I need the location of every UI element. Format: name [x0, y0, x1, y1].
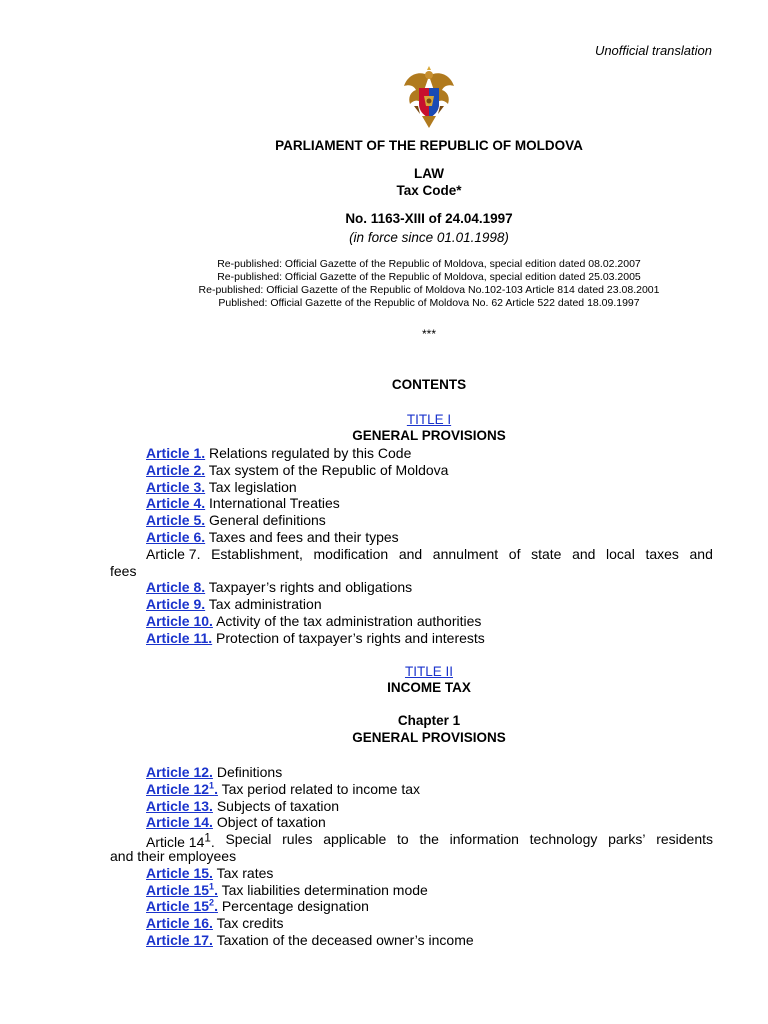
article-description: General definitions — [209, 512, 326, 529]
toc-entry — [146, 798, 339, 814]
article-link[interactable]: Article 4. — [146, 495, 206, 512]
article-description: Definitions — [216, 764, 283, 780]
article-description-word: Special — [225, 831, 272, 848]
article-description-word: and — [398, 545, 423, 562]
article-link[interactable]: Article 7. — [146, 545, 201, 562]
article-description: Activity of the tax administration authorities — [216, 613, 482, 629]
article-description-word: to — [397, 831, 409, 848]
article-description-word: annulment — [432, 545, 499, 562]
toc-entry — [146, 479, 297, 495]
article-description: Taxpayer’s rights and obligations — [208, 579, 413, 596]
toc-entry — [146, 462, 448, 478]
article-description-word: Establishment, — [211, 545, 303, 562]
article-description: Tax rates — [216, 864, 274, 881]
article-description-word: state — [531, 545, 562, 562]
article-link[interactable]: Article 9. — [146, 596, 206, 613]
article-description-continued: and their employees — [110, 848, 237, 864]
toc-entry — [146, 932, 474, 948]
unofficial-translation-note: Unofficial translation — [594, 43, 712, 58]
article-description: Protection of taxpayer’s rights and interests — [216, 629, 485, 646]
toc-entry — [146, 596, 322, 612]
toc-entry — [146, 865, 273, 881]
toc-entry — [146, 495, 340, 511]
article-description-word: residents — [656, 831, 713, 848]
article-description-word: of — [508, 545, 521, 562]
contents-heading: CONTENTS — [391, 377, 467, 392]
article-link[interactable]: Article 3. — [146, 478, 206, 495]
article-description-word: applicable — [323, 831, 387, 848]
toc-entry — [146, 764, 282, 780]
article-description-word: rules — [282, 831, 313, 848]
article-description: Taxes and fees and their types — [208, 529, 399, 545]
article-description: Tax credits — [216, 915, 284, 932]
toc-entry — [146, 512, 326, 528]
chapter-1-name: GENERAL PROVISIONS — [352, 730, 506, 745]
article-link[interactable]: Article 6. — [146, 529, 206, 545]
article-link[interactable]: Article $15^2$. — [146, 897, 218, 915]
publication-line: Re-published: Official Gazette of the Republic of Moldova, special edition dated 08.02.2007 — [217, 258, 641, 270]
article-link[interactable]: Article $15^1$. — [146, 880, 218, 898]
article-description-word: and — [572, 545, 596, 562]
article-superscript: 1 — [209, 780, 215, 791]
toc-entry — [146, 445, 411, 461]
chapter-1-heading: Chapter 1 — [397, 713, 461, 728]
article-description: Taxation of the deceased owner’s income — [216, 932, 474, 948]
title-1-link[interactable]: TITLE I — [406, 412, 452, 427]
article-description-word: modification — [313, 545, 389, 562]
document-type: LAW — [414, 166, 444, 181]
document-title: Tax Code* — [396, 183, 462, 198]
article-link[interactable]: Article $12^1$. — [146, 780, 218, 797]
article-description: Subjects of taxation — [216, 797, 340, 814]
article-description-word: information — [449, 831, 519, 848]
article-link[interactable]: Article 10. — [146, 613, 213, 629]
publication-line: Published: Official Gazette of the Republic of Moldova No. 62 Article 522 dated 18.09.1997 — [218, 297, 640, 309]
article-description-word: parks’ — [608, 831, 646, 848]
toc-entry — [146, 579, 412, 595]
parliament-heading: PARLIAMENT OF THE REPUBLIC OF MOLDOVA — [275, 138, 583, 153]
article-description-word: taxes — [645, 545, 679, 562]
article-superscript: 1 — [209, 880, 215, 891]
toc-entry — [146, 630, 485, 646]
article-link[interactable]: Article 16. — [146, 915, 213, 932]
article-superscript: 2 — [209, 897, 215, 908]
article-description-word: the — [419, 831, 439, 848]
article-description: Object of taxation — [216, 814, 326, 831]
article-description: Percentage designation — [221, 898, 369, 915]
article-description: Tax period related to income tax — [221, 780, 421, 797]
law-number: No. 1163-XIII of 24.04.1997 — [345, 211, 513, 226]
toc-entry — [146, 882, 428, 898]
article-link[interactable]: Article $14^1$. — [146, 831, 215, 850]
article-link[interactable]: Article 15. — [146, 864, 213, 881]
publication-line: Re-published: Official Gazette of the Republic of Moldova No.102-103 Article 814 dated 23.08.2001 — [198, 284, 660, 296]
article-link[interactable]: Article 12. — [146, 764, 213, 780]
toc-entry — [146, 781, 420, 797]
toc-entry — [146, 898, 369, 914]
toc-entry — [146, 814, 326, 830]
toc-entry — [146, 546, 713, 562]
article-description: Tax system of the Republic of Moldova — [208, 461, 449, 478]
toc-entry — [146, 915, 284, 931]
toc-entry — [146, 529, 399, 545]
article-link[interactable]: Article 17. — [146, 932, 213, 948]
article-description-word: and — [689, 545, 713, 562]
title-2-name: INCOME TAX — [387, 680, 471, 695]
article-description: International Treaties — [209, 495, 340, 512]
article-link[interactable]: Article 1. — [146, 445, 206, 461]
article-link[interactable]: Article 11. — [146, 629, 213, 646]
publication-line: Re-published: Official Gazette of the Republic of Moldova, special edition dated 25.03.2005 — [217, 271, 641, 283]
article-description-continued: fees — [110, 562, 137, 579]
separator: *** — [421, 327, 436, 341]
title-2-link[interactable]: TITLE II — [404, 664, 453, 679]
toc-entry — [146, 613, 481, 629]
article-description: Relations regulated by this Code — [209, 445, 412, 461]
coat-of-arms-icon — [400, 66, 458, 132]
in-force-date: (in force since 01.01.1998) — [349, 230, 509, 245]
article-description: Tax liabilities determination mode — [221, 881, 428, 898]
title-1-name: GENERAL PROVISIONS — [352, 428, 506, 443]
article-link[interactable]: Article 8. — [146, 579, 206, 596]
article-description-word: local — [606, 545, 635, 562]
article-superscript: 1 — [204, 831, 211, 845]
article-description-word: technology — [529, 831, 598, 848]
article-link[interactable]: Article 13. — [146, 797, 213, 814]
article-link[interactable]: Article 5. — [146, 512, 206, 529]
article-description: Tax administration — [208, 596, 322, 613]
article-description: Tax legislation — [208, 478, 297, 495]
article-link[interactable]: Article 14. — [146, 814, 213, 831]
article-link[interactable]: Article 2. — [146, 461, 206, 478]
